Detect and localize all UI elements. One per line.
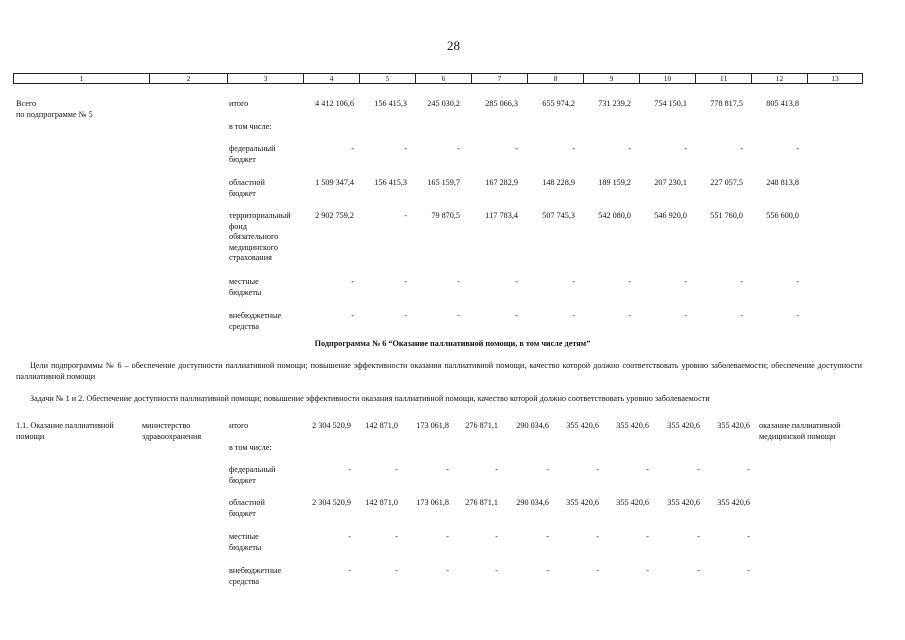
amount-cell: 290 034,6 bbox=[516, 498, 549, 507]
header-col-2: 2 bbox=[150, 74, 228, 84]
amount-cell: 507 745,3 bbox=[542, 211, 575, 220]
item11-name-line1: 1.1. Оказание паллиативной bbox=[16, 421, 114, 430]
amount-cell: 276 871,1 bbox=[465, 498, 498, 507]
amount-cell: - bbox=[404, 277, 407, 286]
amount-cell: 754 150,1 bbox=[654, 99, 687, 108]
amount-cell: - bbox=[457, 144, 460, 153]
amount-cell: - bbox=[697, 566, 700, 575]
row-label-line: фонд bbox=[229, 221, 247, 231]
amount-cell: - bbox=[572, 277, 575, 286]
item11-executor-line1: министерство bbox=[142, 421, 191, 430]
row-label-line: бюджеты bbox=[229, 542, 262, 552]
row-label-line: бюджет bbox=[229, 188, 256, 198]
amount-cell: - bbox=[348, 465, 351, 474]
amount-cell: - bbox=[646, 566, 649, 575]
item11-indicator-line1: оказание паллиативной bbox=[759, 421, 841, 430]
amount-cell: - bbox=[796, 277, 799, 286]
header-col-3: 3 bbox=[228, 74, 304, 84]
amount-cell: 207 230,1 bbox=[654, 178, 687, 187]
amount-cell: - bbox=[747, 566, 750, 575]
row-label bbox=[229, 498, 265, 519]
amount-cell: - bbox=[646, 465, 649, 474]
amount-cell: 142 871,0 bbox=[365, 498, 398, 507]
amount-cell: 731 239,2 bbox=[598, 99, 631, 108]
amount-cell: - bbox=[596, 532, 599, 541]
amount-cell: - bbox=[348, 566, 351, 575]
amount-cell: 165 159,7 bbox=[427, 178, 460, 187]
header-col-9: 9 bbox=[584, 74, 640, 84]
row-label-line: медицинского bbox=[229, 242, 278, 252]
row-label-line: бюджет bbox=[229, 508, 256, 518]
row-label-line: местные bbox=[229, 532, 259, 541]
item11-executor bbox=[142, 421, 201, 442]
row-label bbox=[229, 277, 261, 298]
header-col-4: 4 bbox=[304, 74, 360, 84]
amount-cell: 248 813,8 bbox=[766, 178, 799, 187]
amount-cell: 355 420,6 bbox=[566, 421, 599, 430]
row-label bbox=[229, 443, 272, 454]
amount-cell: - bbox=[546, 566, 549, 575]
amount-cell: - bbox=[404, 311, 407, 320]
item11-name bbox=[16, 421, 114, 442]
row-label-line: территориальный bbox=[229, 211, 291, 220]
amount-cell: - bbox=[446, 465, 449, 474]
amount-cell: - bbox=[684, 144, 687, 153]
amount-cell: - bbox=[515, 277, 518, 286]
amount-cell: 655 974,2 bbox=[542, 99, 575, 108]
row-label bbox=[229, 465, 276, 486]
header-col-10: 10 bbox=[640, 74, 696, 84]
amount-cell: 355 420,6 bbox=[667, 421, 700, 430]
amount-cell: - bbox=[596, 566, 599, 575]
amount-cell: - bbox=[796, 144, 799, 153]
amount-cell: - bbox=[796, 311, 799, 320]
row-label-line: внебюджетные bbox=[229, 311, 282, 320]
amount-cell: 290 034,6 bbox=[516, 421, 549, 430]
amount-cell: - bbox=[697, 532, 700, 541]
row-label-line: средства bbox=[229, 576, 260, 586]
row-label bbox=[229, 211, 291, 264]
tasks-text: Задачи № 1 и 2. Обеспечение доступности паллиативной помощи; повышение эффективности оказания паллиативной помощи, качество которой должно соответствовать уровню заболеваемости bbox=[30, 394, 710, 403]
amount-cell: 245 030,2 bbox=[427, 99, 460, 108]
amount-cell: - bbox=[546, 465, 549, 474]
goals-text: Цели подпрограммы № 6 – обеспечение доступности паллиативной помощи; повышение эффективности оказания паллиативной помощи, качество которой должно соответствовать уровню заболеваемости; обеспечение доступности паллиативной помощи bbox=[16, 361, 862, 381]
row-label-line: федеральный bbox=[229, 465, 276, 474]
amount-cell: - bbox=[351, 144, 354, 153]
amount-cell: 4 412 106,6 bbox=[315, 99, 354, 108]
amount-cell: 148 228,9 bbox=[542, 178, 575, 187]
row-label bbox=[229, 421, 248, 432]
amount-cell: 156 415,3 bbox=[374, 99, 407, 108]
amount-cell: 79 870,5 bbox=[431, 211, 460, 220]
row-label-line: итого bbox=[229, 421, 249, 430]
page-number: 28 bbox=[447, 38, 460, 53]
header-col-6: 6 bbox=[416, 74, 472, 84]
amount-cell: 117 783,4 bbox=[485, 211, 518, 220]
row-label-line: бюджет bbox=[229, 475, 256, 485]
amount-cell: - bbox=[495, 532, 498, 541]
amount-cell: 355 420,6 bbox=[717, 498, 750, 507]
amount-cell: - bbox=[457, 277, 460, 286]
amount-cell: - bbox=[404, 211, 407, 220]
amount-cell: 355 420,6 bbox=[566, 498, 599, 507]
header-col-7: 7 bbox=[472, 74, 528, 84]
amount-cell: - bbox=[351, 311, 354, 320]
amount-cell: 156 415,3 bbox=[374, 178, 407, 187]
amount-cell: - bbox=[747, 465, 750, 474]
row-label-line: обязательного bbox=[229, 232, 279, 241]
amount-cell: 556 600,0 bbox=[766, 211, 799, 220]
amount-cell: - bbox=[395, 465, 398, 474]
row-label-line: бюджеты bbox=[229, 287, 262, 297]
row-label bbox=[229, 311, 281, 332]
amount-cell: - bbox=[404, 144, 407, 153]
amount-cell: - bbox=[515, 311, 518, 320]
row-label bbox=[229, 144, 276, 165]
amount-cell: 542 080,0 bbox=[598, 211, 631, 220]
amount-cell: 227 057,5 bbox=[710, 178, 743, 187]
sub6-title: Подпрограмма № 6 “Оказание паллиативной помощи, в том числе детям” bbox=[314, 339, 591, 348]
header-col-8: 8 bbox=[528, 74, 584, 84]
amount-cell: - bbox=[348, 532, 351, 541]
header-col-12: 12 bbox=[752, 74, 808, 84]
amount-cell: - bbox=[697, 465, 700, 474]
amount-cell: 173 061,8 bbox=[416, 421, 449, 430]
amount-cell: - bbox=[628, 144, 631, 153]
amount-cell: 1 509 347,4 bbox=[315, 178, 354, 187]
row-label-line: в том числе: bbox=[229, 443, 272, 452]
row-label-line: страхования bbox=[229, 253, 272, 262]
amount-cell: - bbox=[395, 566, 398, 575]
amount-cell: 778 817,5 bbox=[710, 99, 743, 108]
amount-cell: - bbox=[351, 277, 354, 286]
row-label bbox=[229, 566, 281, 587]
amount-cell: - bbox=[740, 144, 743, 153]
row-label-line: областной bbox=[229, 178, 265, 187]
item11-name-line2: помощи bbox=[16, 431, 45, 441]
amount-cell: - bbox=[546, 532, 549, 541]
row-label-line: областной bbox=[229, 498, 265, 507]
sec5-title bbox=[16, 99, 93, 120]
item11-executor-line2: здравоохранения bbox=[142, 431, 202, 441]
item11-indicator-line2: медицинской помощи bbox=[759, 431, 836, 441]
amount-cell: 167 282,9 bbox=[485, 178, 518, 187]
amount-cell: 276 871,1 bbox=[465, 421, 498, 430]
amount-cell: - bbox=[740, 311, 743, 320]
column-number-header bbox=[13, 73, 863, 84]
amount-cell: 355 420,6 bbox=[717, 421, 750, 430]
amount-cell: - bbox=[596, 465, 599, 474]
amount-cell: - bbox=[395, 532, 398, 541]
row-label-line: внебюджетные bbox=[229, 566, 282, 575]
row-label-line: местные bbox=[229, 277, 259, 286]
header-col-11: 11 bbox=[696, 74, 752, 84]
amount-cell: 189 159,2 bbox=[598, 178, 631, 187]
sec5-title-line1: Всего bbox=[16, 99, 37, 108]
row-label bbox=[229, 122, 272, 133]
row-label-line: итого bbox=[229, 99, 249, 108]
row-label-line: федеральный bbox=[229, 144, 276, 153]
amount-cell: 551 760,0 bbox=[710, 211, 743, 220]
header-col-13: 13 bbox=[808, 74, 863, 84]
amount-cell: 173 061,8 bbox=[416, 498, 449, 507]
amount-cell: 285 066,3 bbox=[485, 99, 518, 108]
amount-cell: 2 304 520,9 bbox=[312, 421, 351, 430]
amount-cell: - bbox=[515, 144, 518, 153]
amount-cell: 355 420,6 bbox=[616, 498, 649, 507]
row-label bbox=[229, 532, 261, 553]
amount-cell: - bbox=[495, 465, 498, 474]
amount-cell: 355 420,6 bbox=[667, 498, 700, 507]
sec5-title-line2: по подпрограмме № 5 bbox=[16, 109, 93, 119]
amount-cell: 2 902 759,2 bbox=[315, 211, 354, 220]
amount-cell: - bbox=[684, 311, 687, 320]
row-label-line: в том числе: bbox=[229, 122, 272, 131]
amount-cell: 805 413,8 bbox=[766, 99, 799, 108]
amount-cell: - bbox=[446, 566, 449, 575]
amount-cell: 546 920,0 bbox=[654, 211, 687, 220]
row-label-line: средства bbox=[229, 321, 260, 331]
row-label bbox=[229, 178, 265, 199]
amount-cell: - bbox=[646, 532, 649, 541]
amount-cell: - bbox=[572, 144, 575, 153]
item11-indicator bbox=[759, 421, 841, 442]
amount-cell: 142 871,0 bbox=[365, 421, 398, 430]
row-label bbox=[229, 99, 248, 110]
amount-cell: - bbox=[572, 311, 575, 320]
header-col-5: 5 bbox=[360, 74, 416, 84]
amount-cell: - bbox=[495, 566, 498, 575]
amount-cell: 2 304 520,9 bbox=[312, 498, 351, 507]
amount-cell: 355 420,6 bbox=[616, 421, 649, 430]
amount-cell: - bbox=[684, 277, 687, 286]
row-label-line: бюджет bbox=[229, 154, 256, 164]
amount-cell: - bbox=[457, 311, 460, 320]
amount-cell: - bbox=[740, 277, 743, 286]
amount-cell: - bbox=[628, 311, 631, 320]
header-col-1: 1 bbox=[14, 74, 150, 84]
amount-cell: - bbox=[747, 532, 750, 541]
amount-cell: - bbox=[628, 277, 631, 286]
amount-cell: - bbox=[446, 532, 449, 541]
